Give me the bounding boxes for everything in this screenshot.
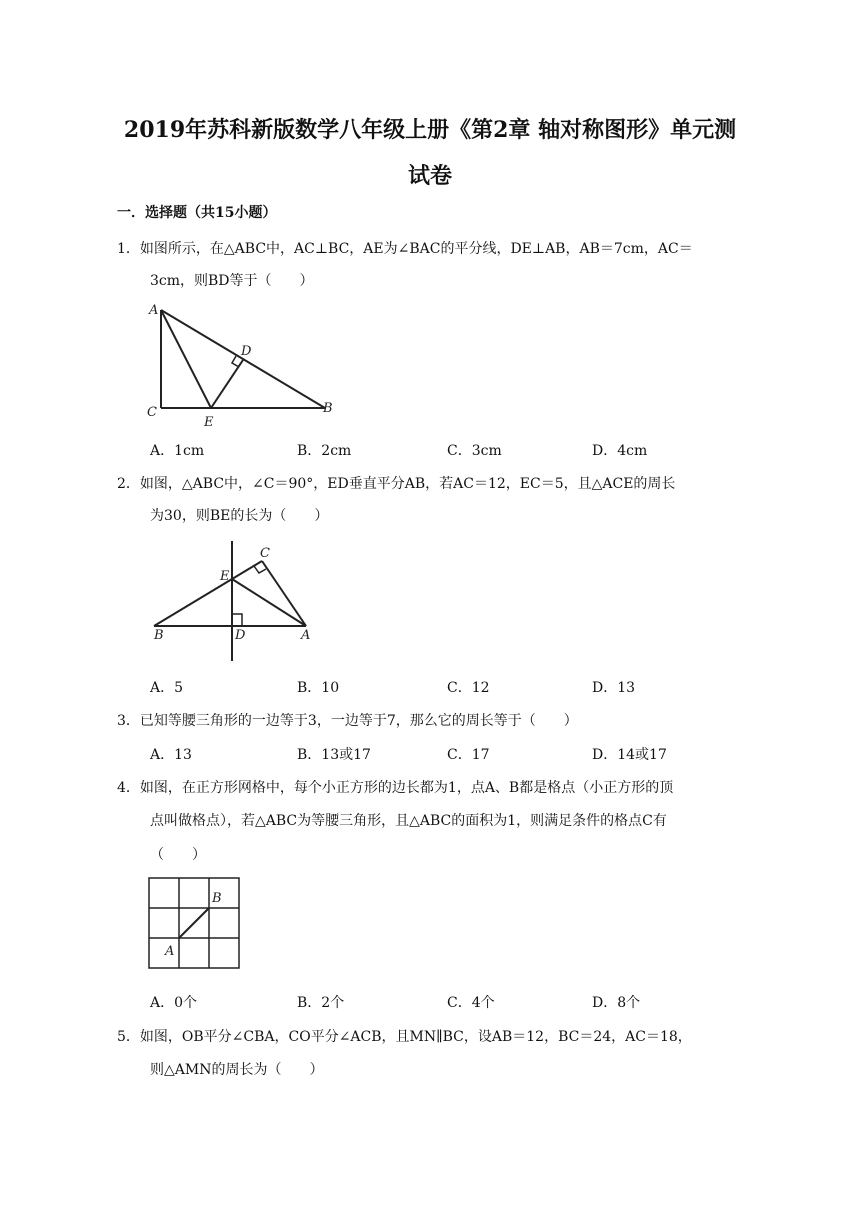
question-4-text-line-1: 4．如图，在正方形网格中，每个小正方形的边长都为1，点A、B都是格点（小正方形的顶 xyxy=(117,780,674,796)
question-2-figure xyxy=(148,535,318,665)
q2-label-b: B xyxy=(154,628,164,643)
question-4-text-line-3: （ ） xyxy=(150,847,206,863)
q1-label-d: D xyxy=(241,344,252,359)
question-1-option-b[interactable]: B．2cm xyxy=(297,443,352,459)
question-4-text-line-2: 点叫做格点），若△ABC为等腰三角形，且△ABC的面积为1，则满足条件的格点C有 xyxy=(150,813,667,829)
q2-label-e: E xyxy=(220,569,230,584)
question-2-option-b[interactable]: B．10 xyxy=(297,680,340,696)
q4-label-a: A xyxy=(165,944,175,959)
question-4-figure xyxy=(148,877,243,972)
document-title-line-1: 2019年苏科新版数学八年级上册《第2章 轴对称图形》单元测 xyxy=(123,117,737,143)
question-2-option-d[interactable]: D．13 xyxy=(592,680,636,696)
q2-label-a: A xyxy=(301,628,311,643)
question-1-text-line-2: 3cm，则BD等于（ ） xyxy=(150,273,314,289)
question-2-text-line-1: 2．如图，△ABC中，∠C＝90°，ED垂直平分AB，若AC＝12，EC＝5，且△ACE的周长 xyxy=(117,476,676,492)
question-4-option-b[interactable]: B．2个 xyxy=(297,995,345,1011)
question-2-option-a[interactable]: A．5 xyxy=(150,680,184,696)
q2-label-c: C xyxy=(260,546,270,561)
question-4-option-a[interactable]: A．0个 xyxy=(150,995,198,1011)
question-1-option-d[interactable]: D．4cm xyxy=(592,443,648,459)
q1-label-e: E xyxy=(204,415,214,430)
question-3-option-c[interactable]: C．17 xyxy=(447,747,490,763)
question-3-option-a[interactable]: A．13 xyxy=(150,747,192,763)
section-heading: 一．选择题（共15小题） xyxy=(117,205,277,221)
question-1-option-c[interactable]: C．3cm xyxy=(447,443,502,459)
question-1-option-a[interactable]: A．1cm xyxy=(150,443,205,459)
document-title-line-2: 试卷 xyxy=(407,163,452,189)
question-1-figure xyxy=(145,298,335,433)
question-3-option-d[interactable]: D．14或17 xyxy=(592,747,667,763)
q1-label-a: A xyxy=(149,303,159,318)
question-2-option-c[interactable]: C．12 xyxy=(447,680,490,696)
question-4-option-d[interactable]: D．8个 xyxy=(592,995,641,1011)
question-3-text-line-1: 3．已知等腰三角形的一边等于3，一边等于7，那么它的周长等于（ ） xyxy=(117,713,578,729)
question-2-text-line-2: 为30，则BE的长为（ ） xyxy=(150,508,329,524)
question-5-text-line-1: 5．如图，OB平分∠CBA，CO平分∠ACB，且MN∥BC，设AB＝12，BC＝24，AC＝18， xyxy=(117,1029,692,1045)
question-5-text-line-2: 则△AMN的周长为（ ） xyxy=(150,1062,324,1078)
q1-label-b: B xyxy=(323,401,333,416)
q4-label-b: B xyxy=(212,891,222,906)
question-4-option-c[interactable]: C．4个 xyxy=(447,995,495,1011)
q2-label-d: D xyxy=(235,628,246,643)
q1-label-c: C xyxy=(147,405,157,420)
question-3-option-b[interactable]: B．13或17 xyxy=(297,747,371,763)
question-1-text-line-1: 1．如图所示，在△ABC中，AC⊥BC，AE为∠BAC的平分线，DE⊥AB，AB＝7cm，AC＝ xyxy=(117,241,693,257)
